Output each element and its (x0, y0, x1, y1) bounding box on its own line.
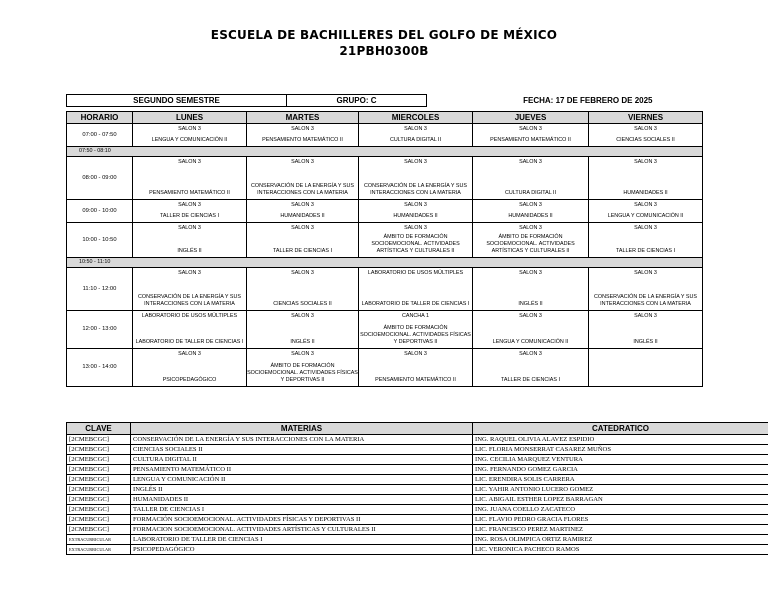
schedule-row (67, 223, 703, 258)
subject-label: TALLER DE CIENCIAS I (501, 377, 560, 383)
room-label: SALON 3 (291, 351, 314, 357)
subject-label: ÁMBITO DE FORMACIÓN SOCIOEMOCIONAL. ACTIVIDADES ARTÍSTICAS Y CULTURALES II (371, 234, 460, 254)
subject-label: CONSERVACIÓN DE LA ENERGÍA Y SUS INTERACCIONES CON LA MATERIA (138, 294, 241, 307)
time-slot: 13:00 - 14:00 (67, 349, 133, 387)
subject-code: [2CMEBCGC] (67, 515, 131, 525)
school-name: ESCUELA DE BACHILLERES DEL GOLFO DE MÉXICO (210, 28, 558, 42)
schedule-row (67, 200, 703, 223)
subject-label: HUMANIDADES II (280, 213, 325, 219)
class-cell (473, 223, 589, 258)
subject-label: INGLÉS II (290, 339, 315, 345)
room-label: SALON 3 (404, 159, 427, 165)
class-cell (359, 268, 473, 311)
class-cell (473, 268, 589, 311)
teacher-name: ING. JUANA COELLO ZACATECO (473, 505, 768, 515)
room-label: SALON 3 (634, 126, 657, 132)
subject-code: [2CMEBCGC] (67, 475, 131, 485)
class-cell (359, 157, 473, 200)
room-label: SALON 3 (634, 313, 657, 319)
subject-label: CULTURA DIGITAL II (504, 190, 557, 196)
room-label: SALON 3 (178, 126, 201, 132)
group-label: GRUPO: C (287, 95, 427, 107)
subject-label (589, 384, 702, 386)
class-cell (133, 124, 247, 147)
room-label: SALON 3 (404, 351, 427, 357)
subject-name: PENSAMIENTO MATEMÁTICO II (131, 465, 473, 475)
subject-label: TALLER DE CIENCIAS I (160, 213, 219, 219)
class-cell (359, 223, 473, 258)
class-cell (247, 157, 359, 200)
room-label: SALON 3 (519, 202, 542, 208)
class-cell (133, 311, 247, 349)
room-label: SALON 3 (178, 225, 201, 231)
room-label: SALON 3 (178, 159, 201, 165)
teacher-name: LIC. ABIGAIL ESTHER LOPEZ BARRAGAN (473, 495, 768, 505)
class-cell (473, 311, 589, 349)
subject-name: CONSERVACIÓN DE LA ENERGÍA Y SUS INTERACCIONES CON LA MATERIA (131, 435, 473, 445)
subject-label: PENSAMIENTO MATEMÁTICO II (375, 377, 456, 383)
schedule-header-row (67, 112, 703, 124)
subject-name: INGLÉS II (131, 485, 473, 495)
teacher-name: LIC. FRANCISCO PEREZ MARTINEZ (473, 525, 768, 535)
class-cell (133, 157, 247, 200)
class-cell (133, 200, 247, 223)
time-slot: 08:00 - 09:00 (67, 157, 133, 200)
time-slot: 12:00 - 13:00 (67, 311, 133, 349)
schedule-row (67, 268, 703, 311)
teacher-name: LIC. FLORIA MONSERRAT CASAREZ MUÑOS (473, 445, 768, 455)
teacher-name: LIC. VERONICA PACHECO RAMOS (473, 545, 768, 555)
class-cell (247, 223, 359, 258)
legend-row (67, 505, 768, 515)
class-cell (247, 311, 359, 349)
subject-label: ÁMBITO DE FORMACIÓN SOCIOEMOCIONAL. ACTIVIDADES FÍSICAS Y DEPORTIVAS II (247, 363, 358, 383)
room-label: SALON 3 (519, 270, 542, 276)
class-cell (133, 268, 247, 311)
schedule-row (67, 157, 703, 200)
schedule-row (67, 124, 703, 147)
subject-code: [2CMEBCGC] (67, 455, 131, 465)
subject-label: LABORATORIO DE TALLER DE CIENCIAS I (361, 301, 470, 307)
room-label: SALON 3 (178, 270, 201, 276)
subject-label: CONSERVACIÓN DE LA ENERGÍA Y SUS INTERACCIONES CON LA MATERIA (594, 294, 697, 307)
subject-label: LENGUA Y COMUNICACIÓN II (151, 137, 228, 143)
subject-code: [2CMEBCGC] (67, 485, 131, 495)
subject-name: CIENCIAS SOCIALES II (131, 445, 473, 455)
schedule-header-3: MIERCOLES (359, 112, 473, 124)
subject-name: CULTURA DIGITAL II (131, 455, 473, 465)
subject-label: INGLÉS II (633, 339, 658, 345)
class-cell (473, 157, 589, 200)
subject-label: INGLÉS II (518, 301, 543, 307)
class-cell (133, 223, 247, 258)
subject-code: [2CMEBCGC] (67, 435, 131, 445)
class-cell (589, 268, 703, 311)
legend-header-1: MATERIAS (131, 423, 473, 435)
legend-row (67, 435, 768, 445)
legend-row (67, 495, 768, 505)
legend-header-2: CATEDRATICO (473, 423, 768, 435)
subject-name: FORMACIÓN SOCIOEMOCIONAL. ACTIVIDADES FÍSICAS Y DEPORTIVAS II (131, 515, 473, 525)
room-label: SALON 3 (291, 225, 314, 231)
legend-row (67, 545, 768, 555)
subject-label: INGLÉS II (177, 248, 202, 254)
subject-label: CONSERVACIÓN DE LA ENERGÍA Y SUS INTERACCIONES CON LA MATERIA (251, 183, 354, 196)
class-cell (247, 349, 359, 387)
teacher-name: ING. FERNANDO GOMEZ GARCIA (473, 465, 768, 475)
subject-label: CIENCIAS SOCIALES II (616, 137, 675, 143)
subject-label: LENGUA Y COMUNICACIÓN II (492, 339, 569, 345)
room-label: SALON 3 (519, 313, 542, 319)
room-label: SALON 3 (634, 202, 657, 208)
room-label: SALON 3 (178, 351, 201, 357)
class-cell (473, 124, 589, 147)
class-cell (247, 200, 359, 223)
subject-name: LENGUA Y COMUNICACIÓN II (131, 475, 473, 485)
subject-name: LABORATORIO DE TALLER DE CIENCIAS I (131, 535, 473, 545)
room-label: CANCHA 1 (402, 313, 429, 319)
semester-label: SEGUNDO SEMESTRE (67, 95, 287, 107)
legend-row (67, 525, 768, 535)
class-cell (589, 311, 703, 349)
legend-row (67, 465, 768, 475)
teacher-name: LIC. ERENDIRA SOLIS CARRERA (473, 475, 768, 485)
legend-row (67, 485, 768, 495)
time-slot: 11:10 - 12:00 (67, 268, 133, 311)
schedule-header-5: VIERNES (589, 112, 703, 124)
subject-label: ÁMBITO DE FORMACIÓN SOCIOEMOCIONAL. ACTIVIDADES FÍSICAS Y DEPORTIVAS II (360, 325, 471, 345)
schedule-header-0: HORARIO (67, 112, 133, 124)
room-label: SALON 3 (291, 202, 314, 208)
room-label: SALON 3 (291, 126, 314, 132)
subject-code: [2CMEBCGC] (67, 525, 131, 535)
schedule-table (66, 111, 703, 387)
subject-label: HUMANIDADES II (393, 213, 438, 219)
subject-label: CIENCIAS SOCIALES II (273, 301, 332, 307)
recess-time: 10:50 - 11:10 (67, 258, 703, 268)
room-label: SALON 3 (634, 159, 657, 165)
room-label: SALON 3 (178, 202, 201, 208)
date-label: FECHA: 17 DE FEBRERO DE 2025 (523, 96, 653, 105)
legend-row (67, 535, 768, 545)
class-cell (589, 157, 703, 200)
room-label: LABORATORIO DE USOS MÚLTIPLES (367, 270, 464, 276)
schedule-row (67, 311, 703, 349)
schedule-header-2: MARTES (247, 112, 359, 124)
legend-header-row (67, 423, 768, 435)
legend-header-0: CLAVE (67, 423, 131, 435)
subject-code: EXTRACURRICULAR (67, 545, 131, 555)
legend-row (67, 455, 768, 465)
subject-code: [2CMEBCGC] (67, 505, 131, 515)
subject-code: [2CMEBCGC] (67, 445, 131, 455)
teacher-name: ING. ROSA OLIMPICA ORTIZ RAMIREZ (473, 535, 768, 545)
subject-label: PENSAMIENTO MATEMÁTICO II (149, 190, 230, 196)
recess-row (67, 147, 703, 157)
schedule-header-1: LUNES (133, 112, 247, 124)
subject-label: TALLER DE CIENCIAS I (616, 248, 675, 254)
legend-table (66, 422, 768, 555)
subject-name: HUMANIDADES II (131, 495, 473, 505)
teacher-name: ING. RAQUEL OLIVIA ALAVEZ ESPIDIO (473, 435, 768, 445)
subject-code: [2CMEBCGC] (67, 495, 131, 505)
info-bar (66, 94, 703, 107)
class-cell (359, 200, 473, 223)
teacher-name: LIC. FLAVIO PEDRO GRACIA FLORES (473, 515, 768, 525)
legend-row (67, 475, 768, 485)
room-label: SALON 3 (519, 225, 542, 231)
time-slot: 09:00 - 10:00 (67, 200, 133, 223)
class-cell (473, 349, 589, 387)
subject-label: HUMANIDADES II (508, 213, 553, 219)
class-cell (589, 349, 703, 387)
room-label: SALON 3 (291, 270, 314, 276)
school-code: 21PBH0300B (339, 44, 429, 58)
room-label: SALON 3 (519, 126, 542, 132)
room-label: SALON 3 (404, 126, 427, 132)
class-cell (133, 349, 247, 387)
time-slot: 10:00 - 10:50 (67, 223, 133, 258)
teacher-name: ING. CECILIA MARQUEZ VENTURA (473, 455, 768, 465)
subject-name: TALLER DE CIENCIAS I (131, 505, 473, 515)
time-slot: 07:00 - 07:50 (67, 124, 133, 147)
schedule-header-4: JUEVES (473, 112, 589, 124)
class-cell (247, 268, 359, 311)
subject-label: PSICOPEDAGÓGICO (162, 377, 217, 383)
room-label (589, 349, 702, 351)
class-cell (589, 223, 703, 258)
teacher-name: LIC. YAHIR ANTONIO LUCERO GOMEZ (473, 485, 768, 495)
legend-row (67, 445, 768, 455)
legend-row (67, 515, 768, 525)
subject-code: [2CMEBCGC] (67, 465, 131, 475)
room-label: LABORATORIO DE USOS MÚLTIPLES (141, 313, 238, 319)
class-cell (359, 124, 473, 147)
subject-label: PENSAMIENTO MATEMÁTICO II (262, 137, 343, 143)
subject-name: PSICOPEDAGÓGICO (131, 545, 473, 555)
room-label: SALON 3 (404, 225, 427, 231)
subject-label: PENSAMIENTO MATEMÁTICO II (490, 137, 571, 143)
subject-label: LENGUA Y COMUNICACIÓN II (607, 213, 684, 219)
room-label: SALON 3 (634, 225, 657, 231)
room-label: SALON 3 (519, 159, 542, 165)
class-cell (247, 124, 359, 147)
class-cell (589, 200, 703, 223)
subject-name: FORMACION SOCIOEMOCIONAL. ACTIVIDADES ARTÍSTICAS Y CULTURALES II (131, 525, 473, 535)
room-label: SALON 3 (291, 159, 314, 165)
subject-label: LABORATORIO DE TALLER DE CIENCIAS I (135, 339, 244, 345)
recess-row (67, 258, 703, 268)
schedule-row (67, 349, 703, 387)
subject-label: TALLER DE CIENCIAS I (273, 248, 332, 254)
subject-label: CULTURA DIGITAL II (389, 137, 442, 143)
room-label: SALON 3 (291, 313, 314, 319)
subject-label: CONSERVACIÓN DE LA ENERGÍA Y SUS INTERACCIONES CON LA MATERIA (364, 183, 467, 196)
class-cell (589, 124, 703, 147)
room-label: SALON 3 (404, 202, 427, 208)
class-cell (359, 349, 473, 387)
subject-label: ÁMBITO DE FORMACIÓN SOCIOEMOCIONAL. ACTIVIDADES ARTÍSTICAS Y CULTURALES II (486, 234, 575, 254)
class-cell (359, 311, 473, 349)
recess-time: 07:50 - 08:10 (67, 147, 703, 157)
room-label: SALON 3 (519, 351, 542, 357)
subject-code: EXTRACURRICULAR (67, 535, 131, 545)
class-cell (473, 200, 589, 223)
subject-label: HUMANIDADES II (623, 190, 668, 196)
room-label: SALON 3 (634, 270, 657, 276)
